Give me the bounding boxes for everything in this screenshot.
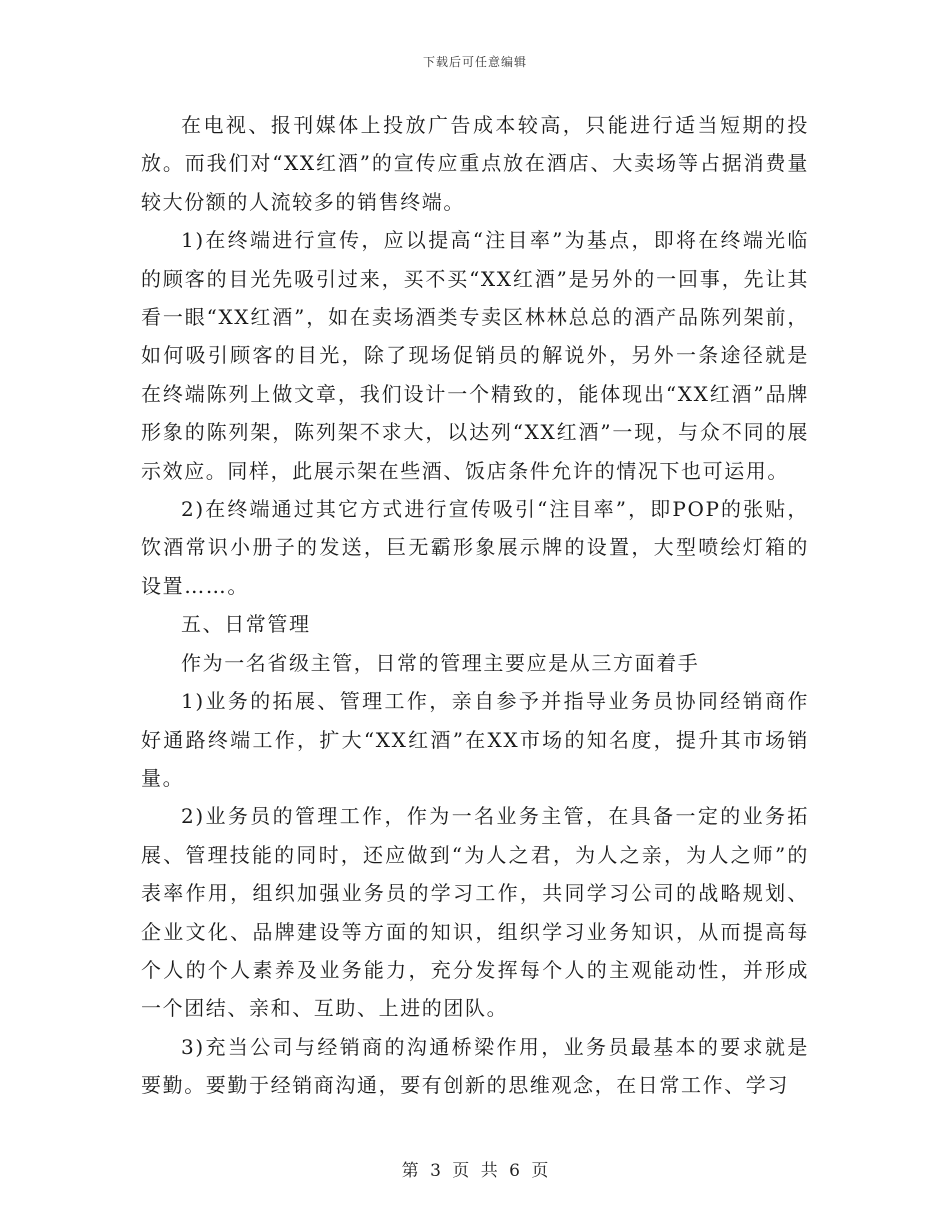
paragraph-advertising-cost: 在电视、报刊媒体上投放广告成本较高，只能进行适当短期的投放。而我们对“XX红酒”的宣传应重点放在酒店、大卖场等占据消费量较大份额的人流较多的销售终端。: [141, 113, 809, 214]
page-header: 下载后可任意编辑: [422, 55, 527, 69]
section-heading-daily-management: 五、日常管理: [181, 612, 311, 637]
paragraph-attention-rate: 2)在终端通过其它方式进行宣传吸引“注目率”，即POP的张贴，饮酒常识小册子的发送，巨无霸形象展示牌的设置，大型喷绘灯箱的设置……。: [141, 497, 809, 598]
paragraph-terminal-promotion: 1)在终端进行宣传，应以提高“注目率”为基点，即将在终端光临的顾客的目光先吸引过来，买不买“XX红酒”是另外的一回事，先让其看一眼“XX红酒”，如在卖场酒类专卖区林林总总的酒产品陈列架前，如何吸引顾客的目光，除了现场促销员的解说外，另外一条途径就是在终端陈列上做文章，我们设计一个精致的，能体现出“XX红酒”品牌形象的陈列架，陈列架不求大，以达列“XX红酒”一现，与众不同的展示效应。同样，此展示架在些酒、饭店条件允许的情况下也可运用。: [141, 228, 809, 483]
paragraph-communication-bridge: 3)充当公司与经销商的沟通桥梁作用，业务员最基本的要求就是要勤。要勤于经销商沟通，要有创新的思维观念，在日常工作、学习: [141, 1034, 809, 1098]
paragraph-business-expansion: 1)业务的拓展、管理工作，亲自参予并指导业务员协同经销商作好通路终端工作，扩大“XX红酒”在XX市场的知名度，提升其市场销量。: [141, 689, 809, 790]
paragraph-staff-management: 2)业务员的管理工作，作为一名业务主管，在具备一定的业务拓展、管理技能的同时，还应做到“为人之君，为人之亲，为人之师”的表率作用，组织加强业务员的学习工作，共同学习公司的战略规划、企业文化、品牌建设等方面的知识，组织学习业务知识，从而提高每个人的个人素养及业务能力，充分发挥每个人的主观能动性，并形成一个团结、亲和、互助、上进的团队。: [141, 804, 809, 1021]
page-number-footer: 第 3 页 共 6 页: [401, 1161, 549, 1181]
document-body: [141, 106, 809, 1105]
paragraph-management-intro: 作为一名省级主管，日常的管理主要应是从三方面着手: [181, 650, 700, 675]
